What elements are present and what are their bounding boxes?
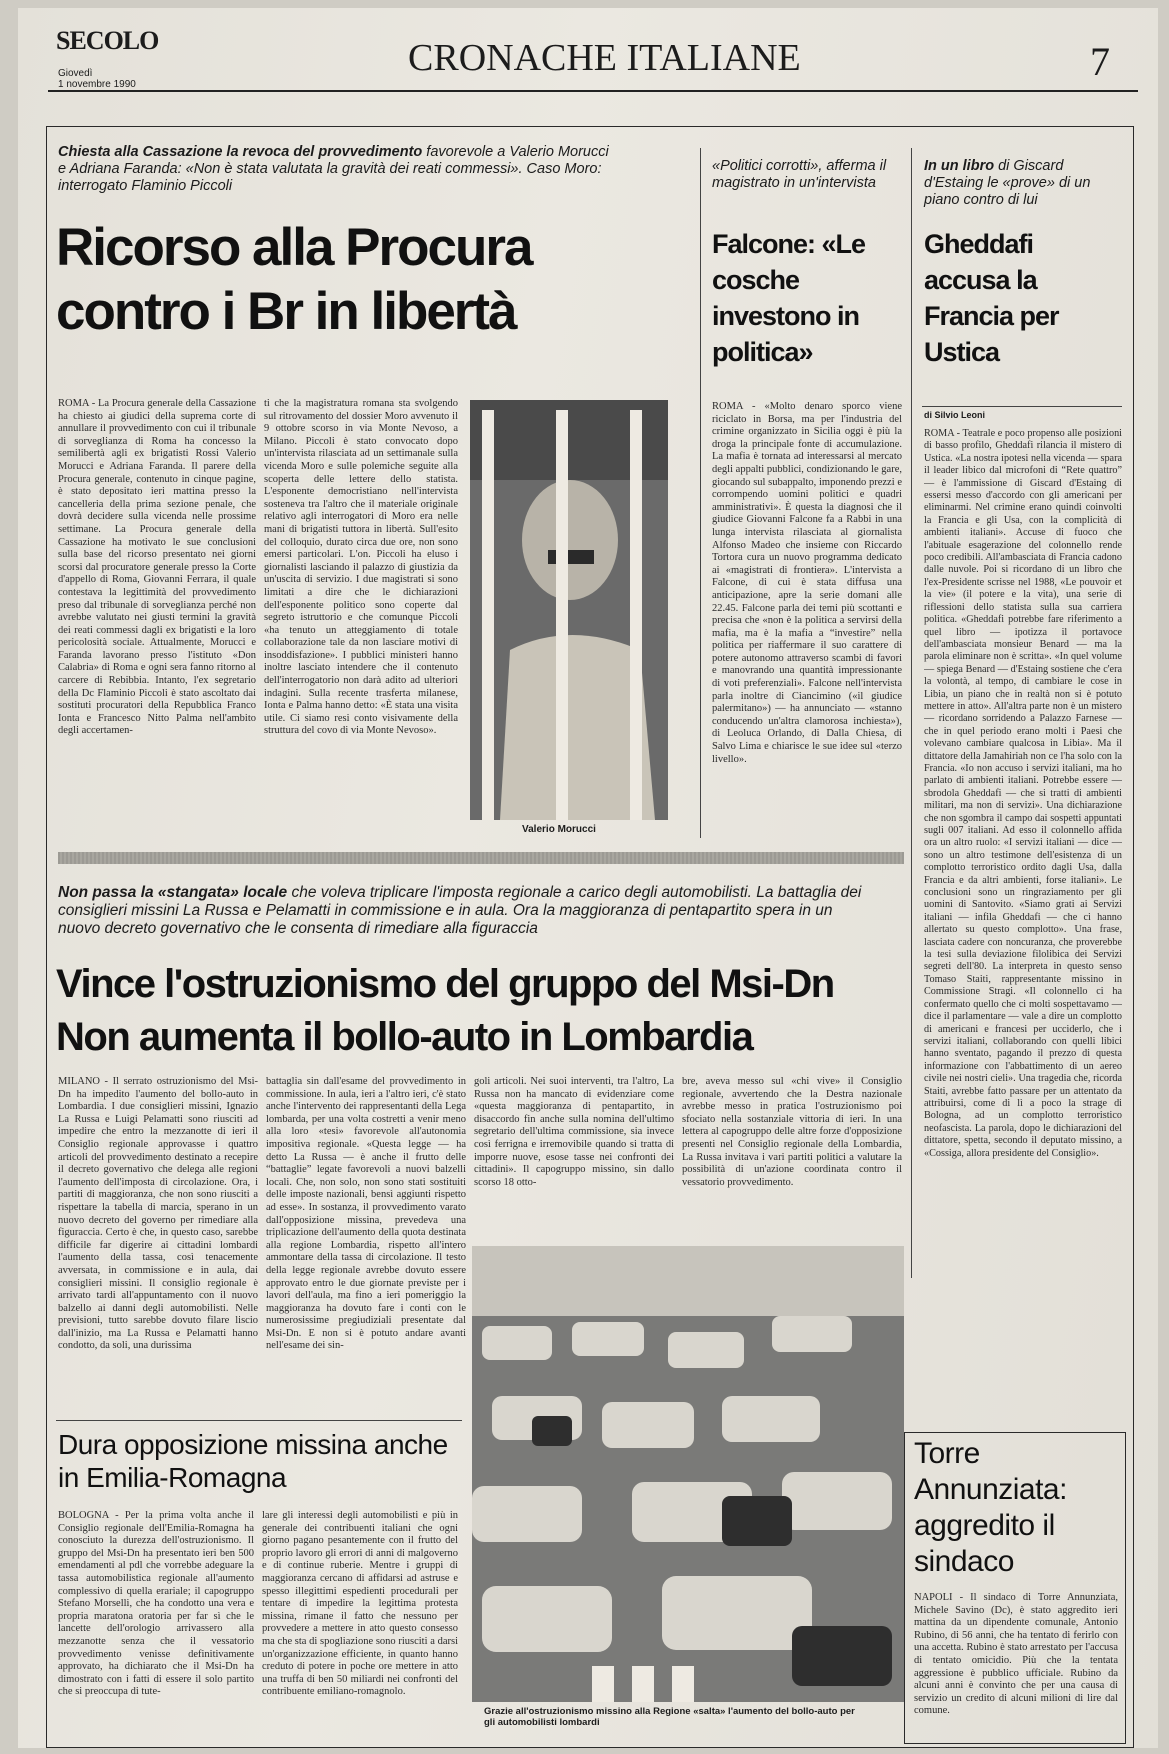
bollo-col-2: battaglia sin dall'esame del provvedimento in commissione. In aula, ieri a l'altro ieri, c'è stato anche l'intervento dei rappresentanti della Lega lombarda, per una volta costretti a venir meno alla loro «tesi» favorevole all'autonomia impositiva regionale. «Questa legge — ha detto La Russa — è anche il frutto delle “battaglie” legate favorevoli a nuovi balzelli locali. Che, non solo, non sono stati sostituiti delle imposte nazionali, bensì aggiunti rispetto ad esse». In sostanza, il provvedimento varato dall'opposizione missina, prevedeva una triplicazione dell'aumento della quota destinata alla regione Lombardia, rispetto all'intero ammontare della tassa di circolazione. Il testo della legge regionale avrebbe dovuto essere approvato entro le due giornate previste per i lavori dell'aula, ma fino a ieri pomeriggio la maggioranza ha dovuto fare i conti con le numerosissime pregiudiziali presentate dal Msi-Dn. E non si è potuto andare avanti nell'esame dei sin- — [266, 1076, 466, 1352]
main-headline: Ricorso alla Procura contro i Br in libertà — [56, 218, 532, 341]
falcone-kicker: «Politici corrotti», afferma il magistrato in un'intervista — [712, 158, 887, 191]
gheddafi-headline: Gheddafi accusa la Francia per Ustica — [924, 229, 1059, 367]
masthead-day: Giovedì — [58, 68, 93, 79]
newspaper-page — [18, 8, 1158, 1748]
masthead-logo: SECOLO — [56, 26, 159, 55]
gheddafi-kicker — [924, 158, 1124, 209]
gheddafi-body: ROMA - Teatrale e poco propenso alle posizioni di basso profilo, Gheddafi rilancia il mistero di Ustica. «La nostra ipotesi nella vicenda — spara il leader libico dal microfoni di “Rete quattro” — è l'ammissione di Giscard d'Estaing di essersi messo d'accordo con gli americani per eliminarmi. Nel crimine erano quindi coinvolti la Francia e gli Usa, con la complicità di ambienti italiani». Accuse di fuoco che l'abituale esagerazione del colonnello rende poco credibili. All'ambasciata di Francia cadono dalle nuvole. Poi si ricordano di un libro che l'ex-Presidente scrisse nel 1988, «Le pouvoir et la vie» (il potere e la vita), una serie di riflessioni dello statista sulla sua carriera politica. «Gheddafi potrebbe fare riferimento a quel libro — ipotizza il portavoce dell'ambasciata monsieur Benard — ma la parola eliminare non è scritta». «In quel volume — spiega Benard — d'Estaing sostiene che c'era la volontà, al tempo, di cambiare le cose in Libia, un piano che in realtà non si è potuto mettere in atto». All'altra parte non è un mistero — ricordano sorridendo a Palazzo Farnese — che in quel periodo erano molti i Paesi che volevano cambiare qualcosa in Libia». Ma il dittatore della Jamahiriah non ce l'ha solo con la Francia. «Io non accuso i servizi italiani, ma ho parlato di ambienti italiani. Potrebbe essere — sbrodola Gheddafi — che si tratti di ambienti militari, ma non di servizi». Una dichiarazione che non sgombra il campo dai sospetti appuntati sugli 007 italiani. Ad esso il colonnello affida ora un altro ruolo: «I servizi italiani — dice — sono un altro testimone dell'esistenza di un complotto terroristico ordito dagli Usa, dalla Francia e da altri ambienti, forse italiani». Le conclusioni sono un ringraziamento per gli uomini di Santovito. «Siamo grati ai Servizi italiani — infila Gheddafi — che ci hanno allertato su questo complotto». Una frase, lasciata cadere con noncuranza, che proverebbe la tesi sulla deviazione filolibica dei Servizi segreti dell'80. La interpreta in questo senso Tomaso Staiti, rappresentante missino in Commissione Stragi. «Il colonnello ci ha confermato quello che ci molti sospettavamo — dice il parlamentare — vale a dire un complotto di americani e francesi per ucciderlo, che i servizi italiani, collaborando con quelli libici hanno sventato, pagando il prezzo di questa informazione con l'abbattimento di un aereo civile nei nostri cieli». Una tragedia che, ricorda Staiti, avrebbe fatto passare per un attentato da attribuirsi, come di lì a poco la strage di Bologna, ad un complotto terroristico neofascista. La parola, dopo le dichiarazioni del dittatore, spetta, secondo il deputato missino, a «Cossiga, allora presidente del Consiglio». — [924, 428, 1122, 1159]
top-rule — [48, 90, 1138, 92]
masthead-date-text: 1 novembre 1990 — [58, 79, 136, 90]
bollo-col-3: goli articoli. Nei suoi interventi, tra l'altro, La Russa non ha mancato di evidenziare come «questa maggioranza di pentapartito, in disaccordo fin anche sulla nomina dell'ultimo segretario dell'ultima commissione, sia invece così ferrigna e irremovibile quando si tratta di imporre nuove, esose tasse nei confronti dei cittadini». Il capogruppo missino, sin dallo scorso 18 otto- — [474, 1076, 674, 1188]
byline-rule — [922, 406, 1122, 407]
bollo-col-4: bre, aveva messo sul «chi vive» il Consiglio regionale, avvertendo che la Destra nazionale avrebbe messo in pratica l'ostruzionismo poi sfociato nella sostanziale vittoria di ieri. In una lettera al capogruppo delle altre forze d'opposizione presenti nel Consiglio regionale della Lombardia, La Russa invitava i vari partiti politici a valutare la possibilità di un'azione coordinata contro il vessatorio provvedimento. — [682, 1076, 902, 1188]
bollo-headline-1: Vince l'ostruzionismo del gruppo del Msi-Dn — [56, 962, 834, 1006]
separator-band — [58, 852, 904, 864]
main-col-1: ROMA - La Procura generale della Cassazione ha chiesto ai giudici della suprema corte di annullare il provvedimento con cui il tribunale di sorveglianza di Roma ha concesso la semilibertà agli ex brigatisti Rossi Valerio Morucci e Adriana Faranda. Il parere della Procura generale, contenuto in cinque pagine, è stato depositato ieri mattina presso la cancelleria della prima sezione penale, che dovrà decidere sulla vicenda nelle prossime settimane. La Procura generale della Cassazione ha motivato le sue conclusioni sulla base del ricorso presentato nei giorni scorsi dal procuratore generale presso la Corte d'appello di Roma, Giovanni Ferrara, il quale contestava la legittimità del provvedimento preso dal tribunale di sorveglianza perché non avrebbe valutato nei giusti termini la gravità dei reati commessi dagli ex brigatisti e la loro pericolosità sociale. Attualmente, Morucci e Faranda lavorano presso l'istituto «Don Calabria» di Roma e ogni sera fanno ritorno al carcere di Rebibbia. Intanto, l'ex segretario della Dc Flaminio Piccoli è stato ascoltato dai sostituti procuratori della Repubblica Franco Ionta e Francesco Nitto Palma nell'ambito degli accertamen- — [58, 398, 256, 737]
bollo-kicker-rest: che voleva triplicare l'imposta regionale a carico degli automobilisti. La battaglia dei consiglieri missini La Russa e Pelamatti in commissione e in aula. Ora la maggioranza di pentapartito spera in un nuovo decreto governativo che le consenta di rimediare alla figuraccia — [58, 884, 862, 937]
morucci-photo — [470, 400, 668, 820]
emilia-headline: Dura opposizione missina anche in Emilia-Romagna — [58, 1429, 448, 1493]
torre-headline: Torre Annunziata: aggredito il sindaco — [914, 1437, 1067, 1578]
bollo-headline-2: Non aumenta il bollo-auto in Lombardia — [56, 1015, 753, 1059]
masthead-date — [58, 68, 136, 90]
emilia-col-2: lare gli interessi degli automobilisti e più in generale dei contribuenti italiani che ogni giorno pagano pesantemente con il frutto del proprio lavoro gli errori di anni di malgoverno e di continue ruberie. Mentre i gruppi di maggioranza cercano di affidarsi ad astruse e spesso illegittimi espedienti procedurali per tentare di impedire la legittima protesta missina, rimane il fatto che nessuno per provvedere a mettere in atto questo consesso ma che sta di spogliazione sono riusciti a darsi un'organizzazione efficiente, in quanto hanno creduto di potere in poche ore mettere in atto una truffa di ben 50 miliardi nei confronti del contribuente emiliano-romagnolo. — [262, 1510, 458, 1698]
main-col-2: ti che la magistratura romana sta svolgendo sul ritrovamento del dossier Moro avvenuto il 9 ottobre scorso in via Monte Nevoso, a Milano. Piccoli è stato convocato dopo un'intervista rilasciata ad un settimanale sulla vicenda Moro e sulle polemiche seguite alla scoperta delle lettere dello statista. L'esponente democristiano nell'intervista sosteneva tra l'altro che il materiale originale relativo agli interrogatori di Moro era nelle mani di brigatisti tuttora in libertà. Sull'esito del colloquio, durato circa due ore, non sono emersi particolari. L'on. Piccoli ha eluso i giornalisti lasciando il palazzo di giustizia da un'uscita di servizio. I due magistrati si sono limitati a dire che le dichiarazioni dell'esponente politico sono coperte dal segreto istruttorio e che comunque Piccoli «ha tenuto un atteggiamento di totale collaborazione tale da non lasciare motivi di insoddisfazione». I pubblici ministeri hanno inoltre lasciato intendere che il contenuto dell'interrogatorio non darà adito ad ulteriori indagini. Sulla recente trasferta milanese, Ionta e Palma hanno detto: «È stata una visita utile. Ci siamo resi conto visivamente della struttura del covo di via Monte Nevoso». — [264, 398, 458, 737]
bollo-kicker-bold: Non passa la «stangata» locale — [58, 884, 288, 901]
column-divider — [911, 148, 912, 1278]
traffic-caption: Grazie all'ostruzionismo missino alla Regione «salta» l'aumento del bollo-auto per gli automobilisti lombardi — [484, 1706, 855, 1728]
main-kicker-bold: Chiesta alla Cassazione la revoca del provvedimento — [58, 144, 423, 160]
emilia-col-1: BOLOGNA - Per la prima volta anche il Consiglio regionale dell'Emilia-Romagna ha conosciuto la durezza dell'ostruzionismo. Il gruppo del Msi-Dn ha presentato ieri ben 500 emendamenti al pdl che vorrebbe adeguare la tassa automobilistica regionale all'aumento complessivo di quella erariale; il capogruppo Stefano Morselli, che ha condotto una vera e propria maratona oratoria per far sì che le lancette dell'orologio arrivassero alla mezzanotte senza che il vessatorio provvedimento venisse definitivamente approvato, ha dichiarato che il Msi-Dn ha dimostrato con i fatti di essere il solo partito che si preoccupa di tute- — [58, 1510, 254, 1698]
page-number: 7 — [1090, 39, 1110, 84]
morucci-caption: Valerio Morucci — [522, 824, 596, 835]
falcone-body: ROMA - «Molto denaro sporco viene riciclato in Borsa, ma per l'industria del crimine organizzato in Sicilia oggi è più la droga la principale fonte di accumulazione. La mafia è tornata ad interessarsi al mercato degli appalti pubblici, condizionando le gare, giocando sul subappalto, imponendo prezzi e corrompendo uomini politici e quadri amministrativi». È questa la diagnosi che il giudice Giovanni Falcone fa a Rabbi in una lunga intervista rilasciata al giornalista Alfonso Madeo che insieme con Riccardo Tortora cura un nuovo programma dedicato ai «magistrati di frontiera». L'intervista a Falcone, di cui è stata diffusa una anticipazione, apre la serie domani alle 22.45. Falcone parla dei temi più scottanti e precisa che «non è la politica a servirsi della mafia, ma è la mafia a “investire” nella politica per riaffermare il suo carattere di potere autonomo attraverso scambi di favori e manovrando una quantità impressionante di voti preferenziali». Falcone nell'intervista parla inoltre di Ciancimino («il giudice palermitano») — ha annunciato — «stanno conducendo un'altra clamorosa inchiesta»), di Leoluca Orlando, di Dalla Chiesa, di Salvo Lima e chiarisce le sue idee sul «terzo livello». — [712, 401, 902, 765]
emilia-rule — [56, 1420, 462, 1421]
bollo-col-1: MILANO - Il serrato ostruzionismo del Msi-Dn ha impedito l'aumento del bollo-auto in Lombardia. I due consiglieri missini, Ignazio La Russa e Luigi Pelamatti sono riusciti ad impedire che entro la mezzanotte di ieri il Consiglio regionale approvasse i quattro articoli del provvedimento destinato a recepire il decreto governativo che delega alle regioni l'aumento dell'imposta di circolazione. Ora, i partiti di maggioranza, che non sono riusciti a rispettare la tabella di marcia, sperano in un nuovo decreto del governo per rimediare alla figuraccia. Certo è che, in questo caso, sarebbe difficile far digerire ai cittadini lombardi l'aumento della tassa, così tenacemente avversata, in commissione e in aula, dai consiglieri missini. Il consiglio regionale è arrivato tardi all'appuntamento con il nuovo balzello ai danni degli automobilisti. Nelle previsioni, tutto sarebbe dovuto filare liscio dall'inizio, ma La Russa e Pelamatti hanno condotto, da soli, una durissima — [58, 1076, 258, 1352]
morucci-photo-graphic — [470, 400, 668, 820]
falcone-headline: Falcone: «Le cosche investono in politica» — [712, 229, 866, 367]
main-kicker — [58, 144, 618, 195]
main-kicker-rest: favorevole a Valerio Morucci e Adriana Faranda: «Non è stata valutata la gravità dei reati commessi». Caso Moro: interrogato Flaminio Piccoli — [58, 144, 609, 194]
gheddafi-byline: di Silvio Leoni — [924, 410, 986, 420]
torre-body: NAPOLI - Il sindaco di Torre Annunziata, Michele Savino (Dc), è stato aggredito ieri mattina da un dipendente comunale, Antonio Rubino, di 56 anni, che ha tentato di ferirlo con una accetta. Rubino è stato arrestato per l'accusa di tentato omicidio. Più che la tentata aggressione è pubblico ufficiale. Rubino da alcuni anni è convinto che per una causa di servizio un credito di alcuni milioni di lire dal comune. — [914, 1592, 1118, 1717]
section-title: CRONACHE ITALIANE — [408, 37, 801, 79]
gheddafi-kicker-rest: di Giscard d'Estaing le «prove» di un piano contro di lui — [924, 158, 1091, 208]
column-divider — [700, 148, 701, 838]
traffic-photo-graphic — [472, 1246, 904, 1702]
traffic-photo — [472, 1246, 904, 1702]
bollo-kicker — [58, 884, 878, 938]
gheddafi-kicker-bold: In un libro — [924, 158, 995, 174]
